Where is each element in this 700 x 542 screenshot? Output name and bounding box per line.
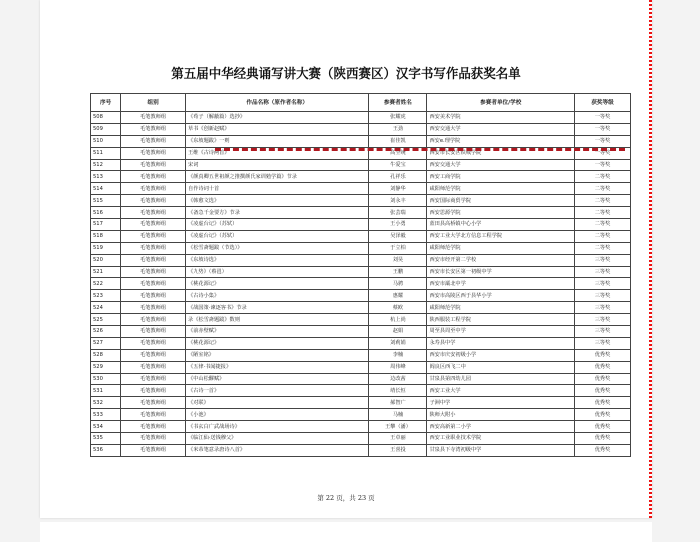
- cell-unit: 西安市庆安初级小学: [427, 349, 575, 361]
- cell-work: 《桃花源记》: [186, 278, 369, 290]
- table-row: [91, 314, 631, 326]
- cell-no: 525: [91, 314, 121, 326]
- cell-author: 马楠: [369, 409, 427, 421]
- table-row: [91, 207, 631, 219]
- table-row: [91, 385, 631, 397]
- cell-prize: 二等奖: [575, 183, 631, 195]
- cell-prize: 三等奖: [575, 278, 631, 290]
- table-row: [91, 349, 631, 361]
- cell-work: 《九势》（蔡邕）: [186, 266, 369, 278]
- cell-unit: 西安思源学院: [427, 207, 575, 219]
- cell-unit: 西安美术学院: [427, 112, 575, 124]
- cell-unit: 甘泉县下寺湾初级中学: [427, 444, 575, 456]
- table-row: [91, 337, 631, 349]
- cell-author: 惠耀: [369, 290, 427, 302]
- cell-author: 刘昊: [369, 254, 427, 266]
- cell-group: 毛笔教师组: [121, 409, 186, 421]
- cell-prize: 二等奖: [575, 242, 631, 254]
- cell-group: 毛笔教师组: [121, 135, 186, 147]
- cell-no: 530: [91, 373, 121, 385]
- cell-unit: 西安市灞北中学: [427, 278, 575, 290]
- cell-work: 《小池》: [186, 409, 369, 421]
- cell-group: 毛笔教师组: [121, 278, 186, 290]
- cell-group: 毛笔教师组: [121, 242, 186, 254]
- cell-prize: 一等奖: [575, 159, 631, 171]
- cell-author: 吴泽毅: [369, 230, 427, 242]
- cell-author: 牛爱宝: [369, 159, 427, 171]
- cell-no: 526: [91, 326, 121, 338]
- cell-prize: 二等奖: [575, 207, 631, 219]
- cell-no: 534: [91, 421, 121, 433]
- cell-unit: 西安高新第二小学: [427, 421, 575, 433]
- cell-unit: 西安交通大学: [427, 123, 575, 135]
- cell-no: 523: [91, 290, 121, 302]
- table-row: [91, 397, 631, 409]
- cell-group: 毛笔教师组: [121, 433, 186, 445]
- cell-author: 王小勇: [369, 219, 427, 231]
- cell-author: 马骋: [369, 278, 427, 290]
- cell-group: 毛笔教师组: [121, 183, 186, 195]
- cell-prize: 优秀奖: [575, 409, 631, 421]
- cell-work: 录《松雪斋题跋》数则: [186, 314, 369, 326]
- cell-work: 《古诗一首》: [186, 385, 369, 397]
- header-unit: 参赛者单位/学校: [427, 94, 575, 112]
- table-row: [91, 373, 631, 385]
- cell-work: 《古诗小集》: [186, 290, 369, 302]
- cell-work: 《荀子（解蔽篇）选抄》: [186, 112, 369, 124]
- cell-group: 毛笔教师组: [121, 112, 186, 124]
- table-row: [91, 290, 631, 302]
- cell-no: 512: [91, 159, 121, 171]
- cell-prize: 三等奖: [575, 266, 631, 278]
- cell-work: 《桃花源记》: [186, 337, 369, 349]
- table-row: [91, 433, 631, 445]
- cell-unit: 西安工商学院: [427, 171, 575, 183]
- header-author: 参赛者姓名: [369, 94, 427, 112]
- cell-no: 527: [91, 337, 121, 349]
- cell-no: 513: [91, 171, 121, 183]
- cell-work: 《书玄白广武战场诗》: [186, 421, 369, 433]
- cell-group: 毛笔教师组: [121, 159, 186, 171]
- cell-no: 536: [91, 444, 121, 456]
- cell-no: 515: [91, 195, 121, 207]
- cell-author: 李楠: [369, 349, 427, 361]
- cell-group: 毛笔教师组: [121, 123, 186, 135]
- cell-no: 508: [91, 112, 121, 124]
- table-row: [91, 135, 631, 147]
- cell-unit: 西安工业职业技术学院: [427, 433, 575, 445]
- cell-unit: 阎良区西飞二中: [427, 361, 575, 373]
- cell-prize: 优秀奖: [575, 349, 631, 361]
- cell-no: 519: [91, 242, 121, 254]
- cell-unit: 陕师大附小: [427, 409, 575, 421]
- cell-work: 《中山松醪赋》: [186, 373, 369, 385]
- cell-work: 《临江仙·送钱穆父》: [186, 433, 369, 445]
- cell-author: 郝智广: [369, 397, 427, 409]
- table-row: [91, 254, 631, 266]
- cell-no: 510: [91, 135, 121, 147]
- cell-work: 《松雪斋题跋（节选）》: [186, 242, 369, 254]
- cell-work: 《战国策·谏逐客书》节录: [186, 302, 369, 314]
- cell-group: 毛笔教师组: [121, 207, 186, 219]
- cell-prize: 三等奖: [575, 302, 631, 314]
- cell-work: 《米芾笔意录唐诗八首》: [186, 444, 369, 456]
- table-row: [91, 266, 631, 278]
- cell-unit: 永寿县中学: [427, 337, 575, 349]
- cell-unit: 西安交通大学: [427, 159, 575, 171]
- red-annotation-line: [215, 148, 625, 151]
- cell-prize: 二等奖: [575, 195, 631, 207]
- cell-group: 毛笔教师组: [121, 373, 186, 385]
- cell-work: 《凌虚台记》（苏轼）: [186, 230, 369, 242]
- cell-group: 毛笔教师组: [121, 219, 186, 231]
- cell-author: 刘莉娟: [369, 337, 427, 349]
- cell-author: 高全统: [369, 147, 427, 159]
- cell-prize: 优秀奖: [575, 444, 631, 456]
- cell-group: 毛笔教师组: [121, 254, 186, 266]
- table-row: [91, 361, 631, 373]
- cell-no: 511: [91, 147, 121, 159]
- cell-prize: 二等奖: [575, 171, 631, 183]
- cell-no: 522: [91, 278, 121, 290]
- table-row: [91, 112, 631, 124]
- cell-group: 毛笔教师组: [121, 361, 186, 373]
- cell-group: 毛笔教师组: [121, 230, 186, 242]
- cell-author: 王鹏: [369, 266, 427, 278]
- cell-author: 赵娟: [369, 326, 427, 338]
- cell-author: 王喜投: [369, 444, 427, 456]
- cell-unit: 西安国际商贸学院: [427, 195, 575, 207]
- table-row: [91, 123, 631, 135]
- table-row: [91, 302, 631, 314]
- table-row: [91, 409, 631, 421]
- cell-author: 周伟峰: [369, 361, 427, 373]
- table-row: [91, 230, 631, 242]
- cell-group: 毛笔教师组: [121, 195, 186, 207]
- cell-author: 张耀虎: [369, 112, 427, 124]
- cell-prize: 优秀奖: [575, 373, 631, 385]
- header-prize: 获奖等级: [575, 94, 631, 112]
- cell-no: 516: [91, 207, 121, 219]
- cell-author: 孔祥乐: [369, 171, 427, 183]
- cell-author: 刘静华: [369, 183, 427, 195]
- cell-no: 528: [91, 349, 121, 361]
- cell-prize: 优秀奖: [575, 433, 631, 445]
- cell-no: 531: [91, 385, 121, 397]
- cell-author: 王卓丽: [369, 433, 427, 445]
- header-no: 序号: [91, 94, 121, 112]
- cell-unit: 西安市长安区第一初级中学: [427, 266, 575, 278]
- cell-author: 崔佳凯: [369, 135, 427, 147]
- cell-prize: 一等奖: [575, 147, 631, 159]
- cell-group: 毛笔教师组: [121, 147, 186, 159]
- cell-no: 532: [91, 397, 121, 409]
- cell-work: 《前赤壁赋》: [186, 326, 369, 338]
- cell-work: 草书《创新赵赋》: [186, 123, 369, 135]
- cell-unit: 西安工业大学: [427, 385, 575, 397]
- cell-no: 535: [91, 433, 121, 445]
- cell-unit: 子洲中学: [427, 397, 575, 409]
- cell-author: 蔡欧: [369, 302, 427, 314]
- cell-prize: 优秀奖: [575, 385, 631, 397]
- table-row: [91, 183, 631, 195]
- table-row: [91, 171, 631, 183]
- header-work: 作品名称（原作者名称）: [186, 94, 369, 112]
- cell-work: 《备急千金要方》节录: [186, 207, 369, 219]
- cell-author: 边改茜: [369, 373, 427, 385]
- cell-prize: 一等奖: [575, 123, 631, 135]
- cell-no: 529: [91, 361, 121, 373]
- cell-unit: 西安市经开第二学校: [427, 254, 575, 266]
- table-row: [91, 159, 631, 171]
- cell-work: 《韩愈文选》: [186, 195, 369, 207]
- cell-prize: 一等奖: [575, 112, 631, 124]
- cell-no: 533: [91, 409, 121, 421]
- cell-group: 毛笔教师组: [121, 385, 186, 397]
- cell-prize: 三等奖: [575, 290, 631, 302]
- cell-work: 《凌虚台记》（苏轼）: [186, 219, 369, 231]
- cell-work: 《东坡诗选》: [186, 254, 369, 266]
- cell-unit: 甘泉县第四幼儿园: [427, 373, 575, 385]
- cell-group: 毛笔教师组: [121, 349, 186, 361]
- cell-prize: 三等奖: [575, 337, 631, 349]
- cell-no: 518: [91, 230, 121, 242]
- cell-prize: 二等奖: [575, 219, 631, 231]
- cell-group: 毛笔教师组: [121, 314, 186, 326]
- cell-work: 《颜真卿五世祖颜之推撰颜氏家训勉学篇》节录: [186, 171, 369, 183]
- cell-prize: 优秀奖: [575, 361, 631, 373]
- cell-group: 毛笔教师组: [121, 266, 186, 278]
- cell-author: 王劲: [369, 123, 427, 135]
- cell-author: 杭上尚: [369, 314, 427, 326]
- cell-no: 509: [91, 123, 121, 135]
- cell-prize: 二等奖: [575, 230, 631, 242]
- cell-author: 王攀（潘）: [369, 421, 427, 433]
- cell-prize: 一等奖: [575, 135, 631, 147]
- table-row: [91, 278, 631, 290]
- cell-group: 毛笔教师组: [121, 444, 186, 456]
- cell-prize: 三等奖: [575, 254, 631, 266]
- cell-author: 靖长恒: [369, 385, 427, 397]
- cell-prize: 三等奖: [575, 326, 631, 338]
- document-title: 第五届中华经典诵写讲大赛（陕西赛区）汉字书写作品获奖名单: [171, 67, 521, 82]
- cell-work: 王维《古诗两首》: [186, 147, 369, 159]
- table-row: [91, 195, 631, 207]
- cell-group: 毛笔教师组: [121, 326, 186, 338]
- cell-work: 《陋室铭》: [186, 349, 369, 361]
- page-edge-marks: [649, 0, 652, 518]
- cell-unit: 周至县周至中学: [427, 326, 575, 338]
- cell-unit: 蓝田县高桥镇中心小学: [427, 219, 575, 231]
- cell-work: 自作诗词十首: [186, 183, 369, 195]
- cell-unit: 陕西服装工程学院: [427, 314, 575, 326]
- cell-unit: 咸阳师范学院: [427, 302, 575, 314]
- document-page: [40, 0, 652, 518]
- table-row: [91, 242, 631, 254]
- cell-group: 毛笔教师组: [121, 302, 186, 314]
- cell-author: 张芸瑞: [369, 207, 427, 219]
- header-group: 组别: [121, 94, 186, 112]
- cell-unit: 西安工业大学北方信息工程学院: [427, 230, 575, 242]
- cell-no: 521: [91, 266, 121, 278]
- table-row: [91, 219, 631, 231]
- cell-group: 毛笔教师组: [121, 171, 186, 183]
- page-footer: 第 22 页，共 23 页: [317, 494, 375, 502]
- cell-unit: 西安市长安区铁城学院: [427, 147, 575, 159]
- table-row: [91, 444, 631, 456]
- cell-no: 524: [91, 302, 121, 314]
- cell-prize: 优秀奖: [575, 397, 631, 409]
- cell-unit: 咸阳师范学院: [427, 242, 575, 254]
- table-header-row: [91, 94, 631, 112]
- next-page-edge: [40, 522, 652, 542]
- cell-author: 刘永丰: [369, 195, 427, 207]
- cell-no: 514: [91, 183, 121, 195]
- cell-prize: 三等奖: [575, 314, 631, 326]
- cell-no: 520: [91, 254, 121, 266]
- table-row: [91, 421, 631, 433]
- cell-unit: 咸阳师范学院: [427, 183, 575, 195]
- cell-group: 毛笔教师组: [121, 421, 186, 433]
- cell-work: 《五律·书闻捷报》: [186, 361, 369, 373]
- cell-author: 于立柏: [369, 242, 427, 254]
- cell-no: 517: [91, 219, 121, 231]
- cell-unit: 西安e.理学院: [427, 135, 575, 147]
- cell-group: 毛笔教师组: [121, 337, 186, 349]
- cell-work: 《对联》: [186, 397, 369, 409]
- cell-group: 毛笔教师组: [121, 290, 186, 302]
- cell-work: 《东坡题跋》一则: [186, 135, 369, 147]
- cell-unit: 西安市高陵区西于县华小学: [427, 290, 575, 302]
- cell-work: 宋词: [186, 159, 369, 171]
- cell-group: 毛笔教师组: [121, 397, 186, 409]
- cell-prize: 优秀奖: [575, 421, 631, 433]
- table-row: [91, 326, 631, 338]
